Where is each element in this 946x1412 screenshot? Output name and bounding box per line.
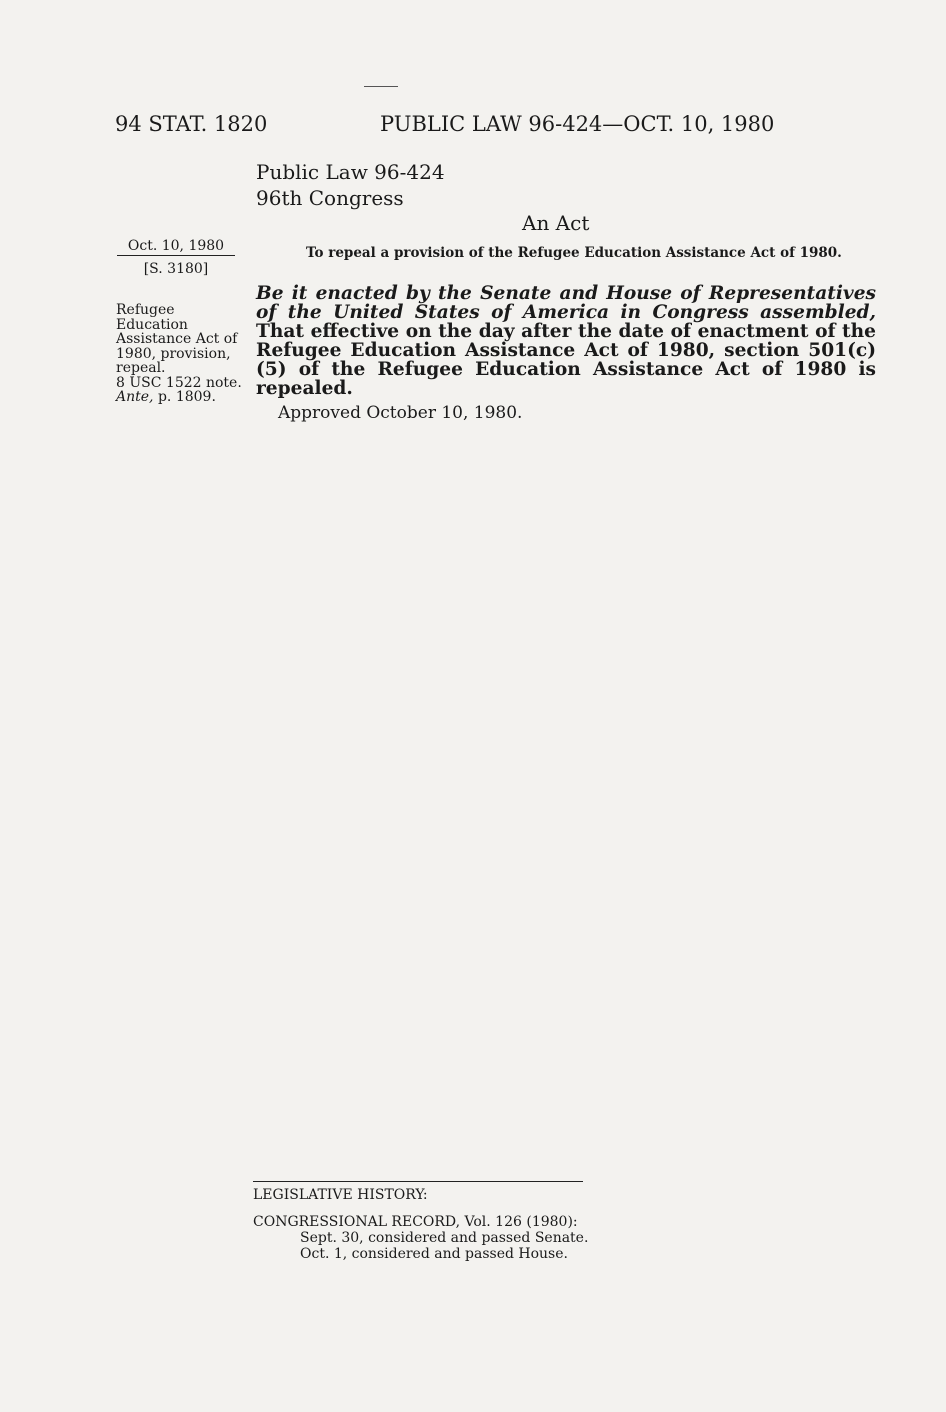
legislative-history-entry: Oct. 1, considered and passed House. [300,1246,568,1262]
legislative-history-title: LEGISLATIVE HISTORY: [253,1187,428,1203]
margin-note-line: 1980, provision, [116,345,231,362]
act-purpose: To repeal a provision of the Refugee Education Assistance Act of 1980. [306,245,842,261]
congress: 96th Congress [256,186,404,210]
running-head-law-title: PUBLIC LAW 96-424—OCT. 10, 1980 [380,112,775,136]
margin-note-line: Assistance Act of [116,331,238,347]
margin-note-line: Education [116,316,188,333]
margin-ante-citation [116,390,256,405]
approval-line: Approved October 10, 1980. [278,403,523,423]
congressional-record-citation: CONGRESSIONAL RECORD, Vol. 126 (1980): [253,1214,578,1230]
enacting-clause [256,284,876,398]
top-decorative-rule [364,86,398,87]
ante-page: p. 1809. [157,389,216,405]
legislative-history-rule [253,1181,583,1182]
margin-usc-citation: 8 USC 1522 note. [116,374,242,391]
an-act-heading: An Act [522,211,590,235]
law-number: Public Law 96-424 [256,160,445,184]
margin-note-line: Refugee [116,302,175,318]
enacting-formula: Be it enacted by the Senate and House of Representatives of the United States of America in Congress assembled, [256,283,876,323]
enacting-text: That effective on the day after the date of enactment of the Refugee Education Assistance Act of 1980, section 501(c)(5) of the Refugee Education Assistance Act of 1980 is repealed. [256,321,876,399]
margin-bill-number: [S. 3180] [143,261,209,277]
margin-notes [116,303,256,405]
running-head-statute-page: 94 STAT. 1820 [115,112,268,136]
ante-label: Ante, [116,389,154,405]
legislative-history-entry: Sept. 30, considered and passed Senate. [300,1230,589,1246]
margin-note-line: repeal. [116,360,166,376]
margin-date: Oct. 10, 1980 [117,238,235,256]
